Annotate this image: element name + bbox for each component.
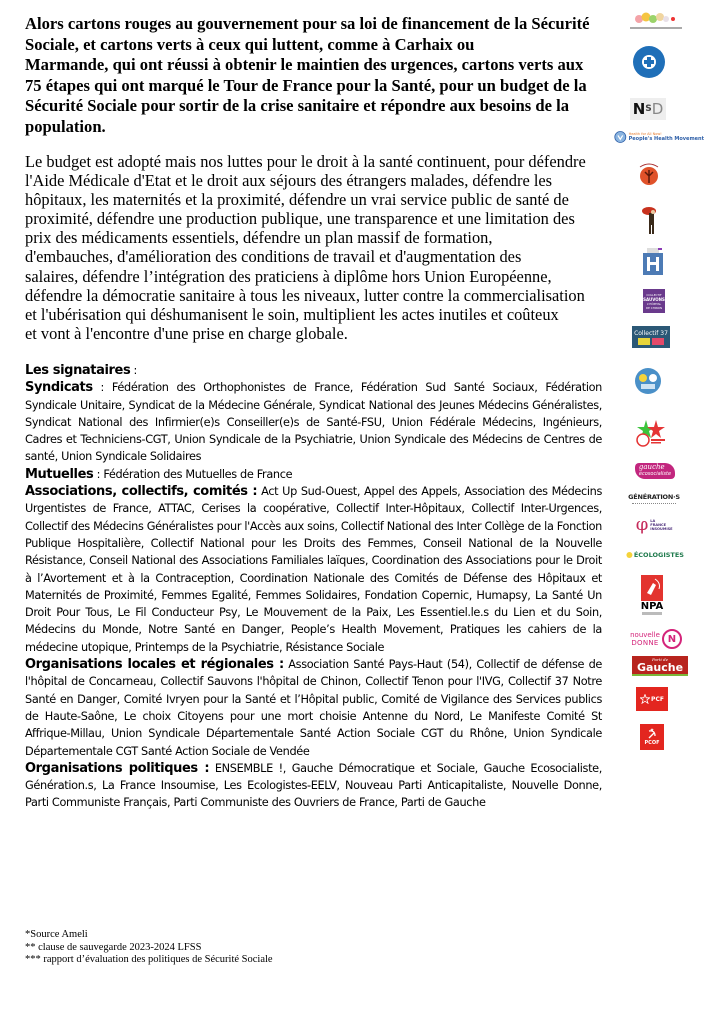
footnote: *Source Ameli xyxy=(25,929,88,940)
colorful-circles-icon xyxy=(633,11,679,25)
gauche-eco-line1: gauche xyxy=(638,463,665,471)
pcof-text: PCOF xyxy=(644,740,660,746)
group-text: Act Up Sud-Ouest, Appel des Appels, Association des Médecins Urgentistes de France, ATTAC, Cerises la coopérative, Collectif Inter-Hôpitaux, Collectif Inter-Urgences, Collectif des Médecins Généralistes pour l'Accès aux soins, Collectif National des Inter Collège de la Fonction Publique Hospitalière, Collectif National pour les Droits des Femmes, Conseil National de la Nouvelle Résistance, Conseil National des Associations Familiales laïques, Coordination des Associations pour le Droit à l’Avortement et à la Contraception, Coordination Nationale des Comités de Défense des Hôpitaux et Maternités de Proximité, Femmes Egalité, Femmes Solidaires, Fondation Copernic, Humapsy, La Santé Un Droit Pour Tous, Le Fil Conducteur Psy, Le Mouvement de la Paix, Les Essentiel.le.s du Lien et du Soin, Médecins du Monde, Notre Santé en Danger, People’s Health Movement, Pratiques les cahiers de la médecine utopique, Printemps de la Psychiatrie, Résistance Sociale xyxy=(25,485,602,654)
signatories-heading: Les signataires xyxy=(25,363,131,378)
sauvons-line: DE CHINON xyxy=(645,305,663,310)
nouvelle-donne-line1: nouvelle xyxy=(630,631,660,639)
pcf-star-icon xyxy=(640,694,650,704)
intro-line: population. xyxy=(25,116,106,136)
collectif37-title: Collectif 37 xyxy=(634,329,668,337)
body-line: Le budget est adopté mais nos luttes pour le droit à la santé continuent, pour défendre xyxy=(25,152,586,171)
figure-umbrella-icon xyxy=(641,205,661,237)
logo-les-ecologistes xyxy=(626,549,684,561)
logo-figure-illustration xyxy=(640,205,662,237)
ecologistes-sun-icon xyxy=(626,551,633,559)
gauche-eco-line2: écosocialiste xyxy=(638,471,672,477)
npa-text: NPA xyxy=(640,601,664,612)
group-text: Fédération des Mutuelles de France xyxy=(103,467,293,481)
group-text: Fédération des Orthophonistes de France, Fédération Sud Santé Sociaux, Fédération Syndicale Unitaire, Syndicat de la Médecine Générale, Syndicat National des Jeunes Médecins Généralistes, Syndicat National des Infirmier(e)s Conseiller(e)s de Santé-FSU, Union Fédérale Médecins, Ingénieurs, Cadres et Techniciens-CGT, Union Syndicale de la Psychiatrie, Union Syndicale des Médecins de Centres de santé, Union Syndicale Solidaires xyxy=(25,381,602,464)
logo-collectif-inter-hopitaux xyxy=(642,245,664,277)
nsd-letter: D xyxy=(651,100,664,118)
medecins-du-monde-icon xyxy=(632,45,666,79)
group-syndicats xyxy=(25,379,602,465)
logo-parti-de-gauche xyxy=(632,656,688,676)
body-line: et l'ubérisation qui déshumanisent le soin, multiplient les actes inutiles et coûteux xyxy=(25,304,559,324)
group-associations xyxy=(25,483,602,656)
ecologistes-text: ÉCOLOGISTES xyxy=(633,551,684,559)
intro-paragraph xyxy=(25,14,615,137)
cwo-badge-icon xyxy=(634,367,662,395)
hammer-sickle-icon xyxy=(646,728,658,740)
logo-collectif-sauvons-chinon xyxy=(643,289,665,313)
footnote: ** clause de sauvegarde 2023-2024 LFSS xyxy=(25,941,202,953)
logo-pcf xyxy=(636,687,668,711)
body-line: l'Aide Médicale d'Etat et le droit aux séjours des étrangers malades, défendre les xyxy=(25,171,553,191)
logo-gauche-ecosocialiste xyxy=(626,462,684,480)
body-paragraph xyxy=(25,152,615,343)
logo-nouvelle-donne xyxy=(630,627,682,651)
parti-gauche-small: Parti de xyxy=(652,656,668,662)
body-line: défendre la démocratie sanitaire à tous les niveaux, lutter contre la commercialisation xyxy=(25,285,585,305)
nouvelle-donne-n-icon: N xyxy=(662,629,682,649)
group-mutuelles xyxy=(25,466,602,483)
group-text: ENSEMBLE !, Gauche Démocratique et Sociale, Gauche Ecosocialiste, Génération.s, La France Insoumise, Les Ecologistes-EELV, Nouveau Parti Anticapitaliste, Nouvelle Donne, Parti Communiste Français, Parti Communiste des Ouvriers de France, Parti de Gauche xyxy=(25,761,602,810)
body-line: salaires, défendre l’intégration des praticiens à diplôme hors Union Européenne, xyxy=(25,266,552,286)
body-line: et vont à l'encontre d'une prise en charge globale. xyxy=(25,323,348,343)
phm-tagline: Health for All Now! xyxy=(628,132,662,136)
intro-line: Sécurité Sociale pour sortir de la crise sanitaire et répondre aux besoins de la xyxy=(25,96,570,115)
body-line: hôpitaux, les maternités et la proximité, défendre un vrai service public de santé de xyxy=(25,190,569,210)
footnote: *** rapport d’évaluation des politiques de Sécurité Sociale xyxy=(25,954,273,965)
nsd-letter: S xyxy=(645,104,652,114)
generation-s-text: GÉNÉRATION·S xyxy=(628,493,680,501)
group-text: Association Santé Pays-Haut (54), Collectif de défense de l'hôpital de Concarneau, Collectif Sauvons l'hôpital de Chinon, Collectif Tenon pour l'IVG, Collectif 37 Notre Santé en Danger, Comité Ivryen pour la Santé et l’Hôpital public, Comité de Vigilance des Services publics de Haute-Saône, Le choix Citoyens pour une mort choisie Antenne du Nord, Le Manifeste Comité St Affrique-Millau, Union Syndicale Départementale Santé Action Sociale CGT du Rhône, Union Syndicale Départementale CGT Santé Action Sociale de Vendée xyxy=(25,658,603,758)
group-separator: : xyxy=(92,381,112,395)
lfi-text: LA FRANCE INSOUMISE xyxy=(650,519,673,531)
intro-line: 75 étapes qui ont marqué le Tour de France pour la Santé, pour un budget de la xyxy=(25,75,587,95)
body-line: prix des médicaments essentiels, défendre un plan massif de formation, xyxy=(25,228,493,248)
group-label: Organisations locales et régionales : xyxy=(25,657,284,673)
hospital-h-icon xyxy=(642,245,664,277)
logo-nsd xyxy=(630,98,666,120)
group-label: Syndicats xyxy=(25,380,93,396)
npa-megaphone-icon xyxy=(641,575,663,601)
logo-medecins-du-monde xyxy=(630,43,668,81)
nouvelle-donne-line2: DONNE xyxy=(631,639,659,647)
printemps-flower-icon xyxy=(637,161,661,189)
logo-pcof xyxy=(640,724,664,750)
sauvons-line: COLLECTIF xyxy=(646,292,662,297)
logo-npa xyxy=(637,575,667,621)
sauvons-line: SAUVONS xyxy=(643,296,665,302)
signatories-heading-row xyxy=(25,362,602,379)
phm-name: People's Health Movement xyxy=(628,136,704,142)
lfi-phi-icon: φ xyxy=(635,514,649,535)
intro-line: Sociale, et cartons verts à ceux qui luttent, comme à Carhaix ou xyxy=(25,34,475,54)
logo-peoples-health-movement xyxy=(614,127,704,147)
group-label: Organisations politiques : xyxy=(25,760,210,776)
sauvons-line: L'HÔPITAL xyxy=(646,301,662,306)
phm-globe-icon xyxy=(614,129,627,145)
intro-line: Alors cartons rouges au gouvernement pour sa loi de financement de la Sécurité xyxy=(25,14,590,33)
heading-suffix: : xyxy=(130,364,138,377)
pcf-text: PCF xyxy=(651,695,664,703)
logo-ensemble xyxy=(634,418,674,448)
group-local-organisations xyxy=(25,656,602,760)
footnotes xyxy=(25,929,273,967)
group-separator: : xyxy=(93,467,104,481)
parti-gauche-text: Gauche xyxy=(636,660,684,674)
signatories-section xyxy=(25,362,602,812)
ensemble-stars-icon xyxy=(634,418,674,448)
logo-generation-s xyxy=(626,492,682,506)
intro-line: Marmande, qui ont réussi à obtenir le maintien des urgences, cartons verts aux xyxy=(25,55,584,74)
logo-la-france-insoumise xyxy=(628,514,676,536)
logo-printemps-psychiatrie xyxy=(636,160,662,190)
logo-collectif-37 xyxy=(632,326,670,348)
group-label: Associations, collectifs, comités : xyxy=(25,484,258,500)
group-label: Mutuelles xyxy=(25,466,94,482)
logo-cwo xyxy=(634,367,662,395)
body-line: proximité, défendre une production publique, une transparence et une limitation des xyxy=(25,209,575,229)
group-political-organisations xyxy=(25,760,602,812)
logo-colorful-circles xyxy=(624,8,688,32)
nsd-letter: N xyxy=(632,100,646,118)
body-line: d'embauches, d'amélioration des conditions de travail et d'augmentation des xyxy=(25,247,522,267)
